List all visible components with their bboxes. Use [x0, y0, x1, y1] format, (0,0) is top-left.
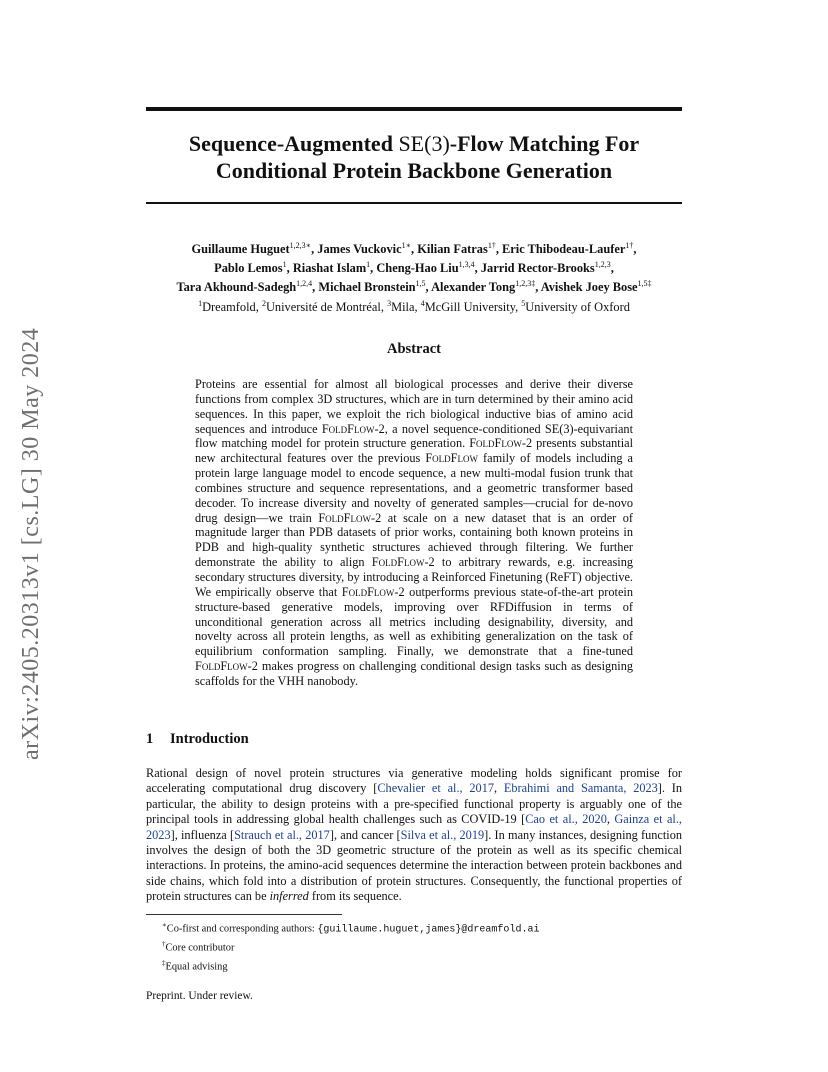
author: Avishek Joey Bose$^{1,5\ddagger}$: [540, 279, 652, 295]
footnote: ∗Co-first and corresponding authors: {guillaume.huguet,james}@dreamfold.ai: [162, 921, 540, 936]
footnotes: [162, 918, 682, 974]
title-line2: Conditional Protein Backbone Generation: [215, 158, 613, 183]
citation-link[interactable]: Gainza et al., 2023: [146, 812, 682, 842]
author: James Vuckovic$^{1∗}$: [317, 241, 412, 257]
author: Tara Akhound-Sadegh$^{1,2,4}$: [176, 279, 313, 295]
author: Cheng-Hao Liu$^{1,3,4}$: [376, 260, 475, 276]
abstract-body: Proteins are essential for almost all biological processes and derive their diverse functions from complex 3D structures, which are in turn determined by their amino acid sequences. In this paper, we exploit the rich biological inductive bias of amino acid sequences and introduce FoldFlow-2, a novel sequence-conditioned SE(3)-equivariant flow matching model for protein structure generation. FoldFlow-2 presents substantial new architectural features over the previous FoldFlow family of models including a protein large language model to encode sequence, a new multi-modal fusion trunk that combines structure and sequence representations, and a geometric transformer based decoder. To increase diversity and novelty of generated samples—crucial for de-novo drug design—we train FoldFlow-2 at scale on a new dataset that is an order of magnitude larger than PDB datasets of prior works, containing both known proteins in PDB and high-quality synthetic structures achieved through filtering. We further demonstrate the ability to align FoldFlow-2 to arbitrary rewards, e.g. increasing secondary structures diversity, by introducing a Reinforced Finetuning (ReFT) objective. We empirically observe that FoldFlow-2 outperforms previous state-of-the-art protein structure-based generative models, improving over RFDiffusion in terms of unconditional generation across all metrics including designability, diversity, and novelty across all protein lengths, as well as exhibiting generalization on the task of equilibrium conformation sampling. Finally, we demonstrate that a fine-tuned FoldFlow-2 makes progress on challenging conditional design tasks such as designing scaffolds for the VHH nanobody.: [195, 377, 633, 688]
title-math: SE(3): [398, 131, 450, 156]
affiliations: $^1$Dreamfold, $^2$Université de Montréal, $^3$Mila, $^4$McGill University, $^5$University of Oxford: [198, 298, 630, 314]
author: Pablo Lemos$^1$: [214, 260, 287, 276]
section-heading-introduction: 1 Introduction: [146, 731, 249, 747]
citation-link[interactable]: Silva et al., 2019: [400, 827, 485, 842]
citation-link[interactable]: Ebrahimi and Samanta, 2023: [503, 781, 658, 796]
footnote: †Core contributor: [162, 940, 235, 954]
author: Riashat Islam$^1$: [292, 260, 371, 276]
title-bottom-rule: [146, 202, 682, 204]
author: Guillaume Huguet$^{1,2,3∗}$: [191, 241, 312, 257]
author: Eric Thibodeau-Laufer$^{1\dagger}$: [502, 241, 634, 257]
author: Kilian Fatras$^{1\dagger}$: [417, 241, 496, 257]
title-part1: Sequence-Augmented: [188, 131, 399, 156]
author: Jarrid Rector-Brooks$^{1,2,3}$: [480, 260, 611, 276]
arxiv-identifier: arXiv:2405.20313v1 [cs.LG] 30 May 2024: [18, 327, 44, 760]
title-part2: -Flow Matching For: [449, 131, 640, 156]
author: Alexander Tong$^{1,2,3\ddagger}$: [431, 279, 536, 295]
preprint-note: Preprint. Under review.: [146, 990, 253, 1002]
footnote: ‡Equal advising: [162, 958, 228, 973]
citation-link[interactable]: Strauch et al., 2017: [234, 827, 330, 842]
citation-link[interactable]: Chevalier et al., 2017: [377, 781, 495, 796]
footnote-rule: [146, 914, 342, 915]
paper-title: [146, 130, 682, 184]
author: Michael Bronstein$^{1,5}$: [318, 279, 426, 295]
abstract-heading: Abstract: [387, 341, 441, 357]
introduction-paragraph: Rational design of novel protein structures via generative modeling holds significant promise for accelerating computational drug discovery [Chevalier et al., 2017, Ebrahimi and Samanta, 2023]. In particular, the ability to design proteins with a pre-specified functional property is arguably one of the principal tools in addressing global health challenges such as COVID-19 [Cao et al., 2020, Gainza et al., 2023], influenza [Strauch et al., 2017], and cancer [Silva et al., 2019]. In many instances, designing function involves the design of both the 3D geometric structure of the protein as well as its specific chemical interactions. In proteins, the amino-acid sequences determine the interaction between protein backbones and side chains, which fold into a distribution of protein structures. Consequently, the functional properties of protein structures can be inferred from its sequence.: [146, 766, 682, 904]
title-top-rule: [146, 107, 682, 111]
author-block: Guillaume Huguet$^{1,2,3∗}$, James Vuckovic$^{1∗}$, Kilian Fatras$^{1\dagger}$, Eric Thibodeau-Laufer$^{1\dagger}$, Pablo Lemos$^1$, Riashat Islam$^1$, Cheng-Hao Liu$^{1,3,4}$, Jarrid Rector-Brooks$^{1,2,3}$, Tara Akhound-Sadegh$^{1,2,4}$, Michael Bronstein$^{1,5}$, Alexander Tong$^{1,2,3\ddagger}$, Avishek Joey Bose$^{1,5\ddagger}$ $^1$Dreamfold, $^2$Université de Montréal, $^3$Mila, $^4$McGill University, $^5$University of Oxford: [176, 241, 652, 314]
citation-link[interactable]: Cao et al., 2020: [525, 812, 607, 827]
